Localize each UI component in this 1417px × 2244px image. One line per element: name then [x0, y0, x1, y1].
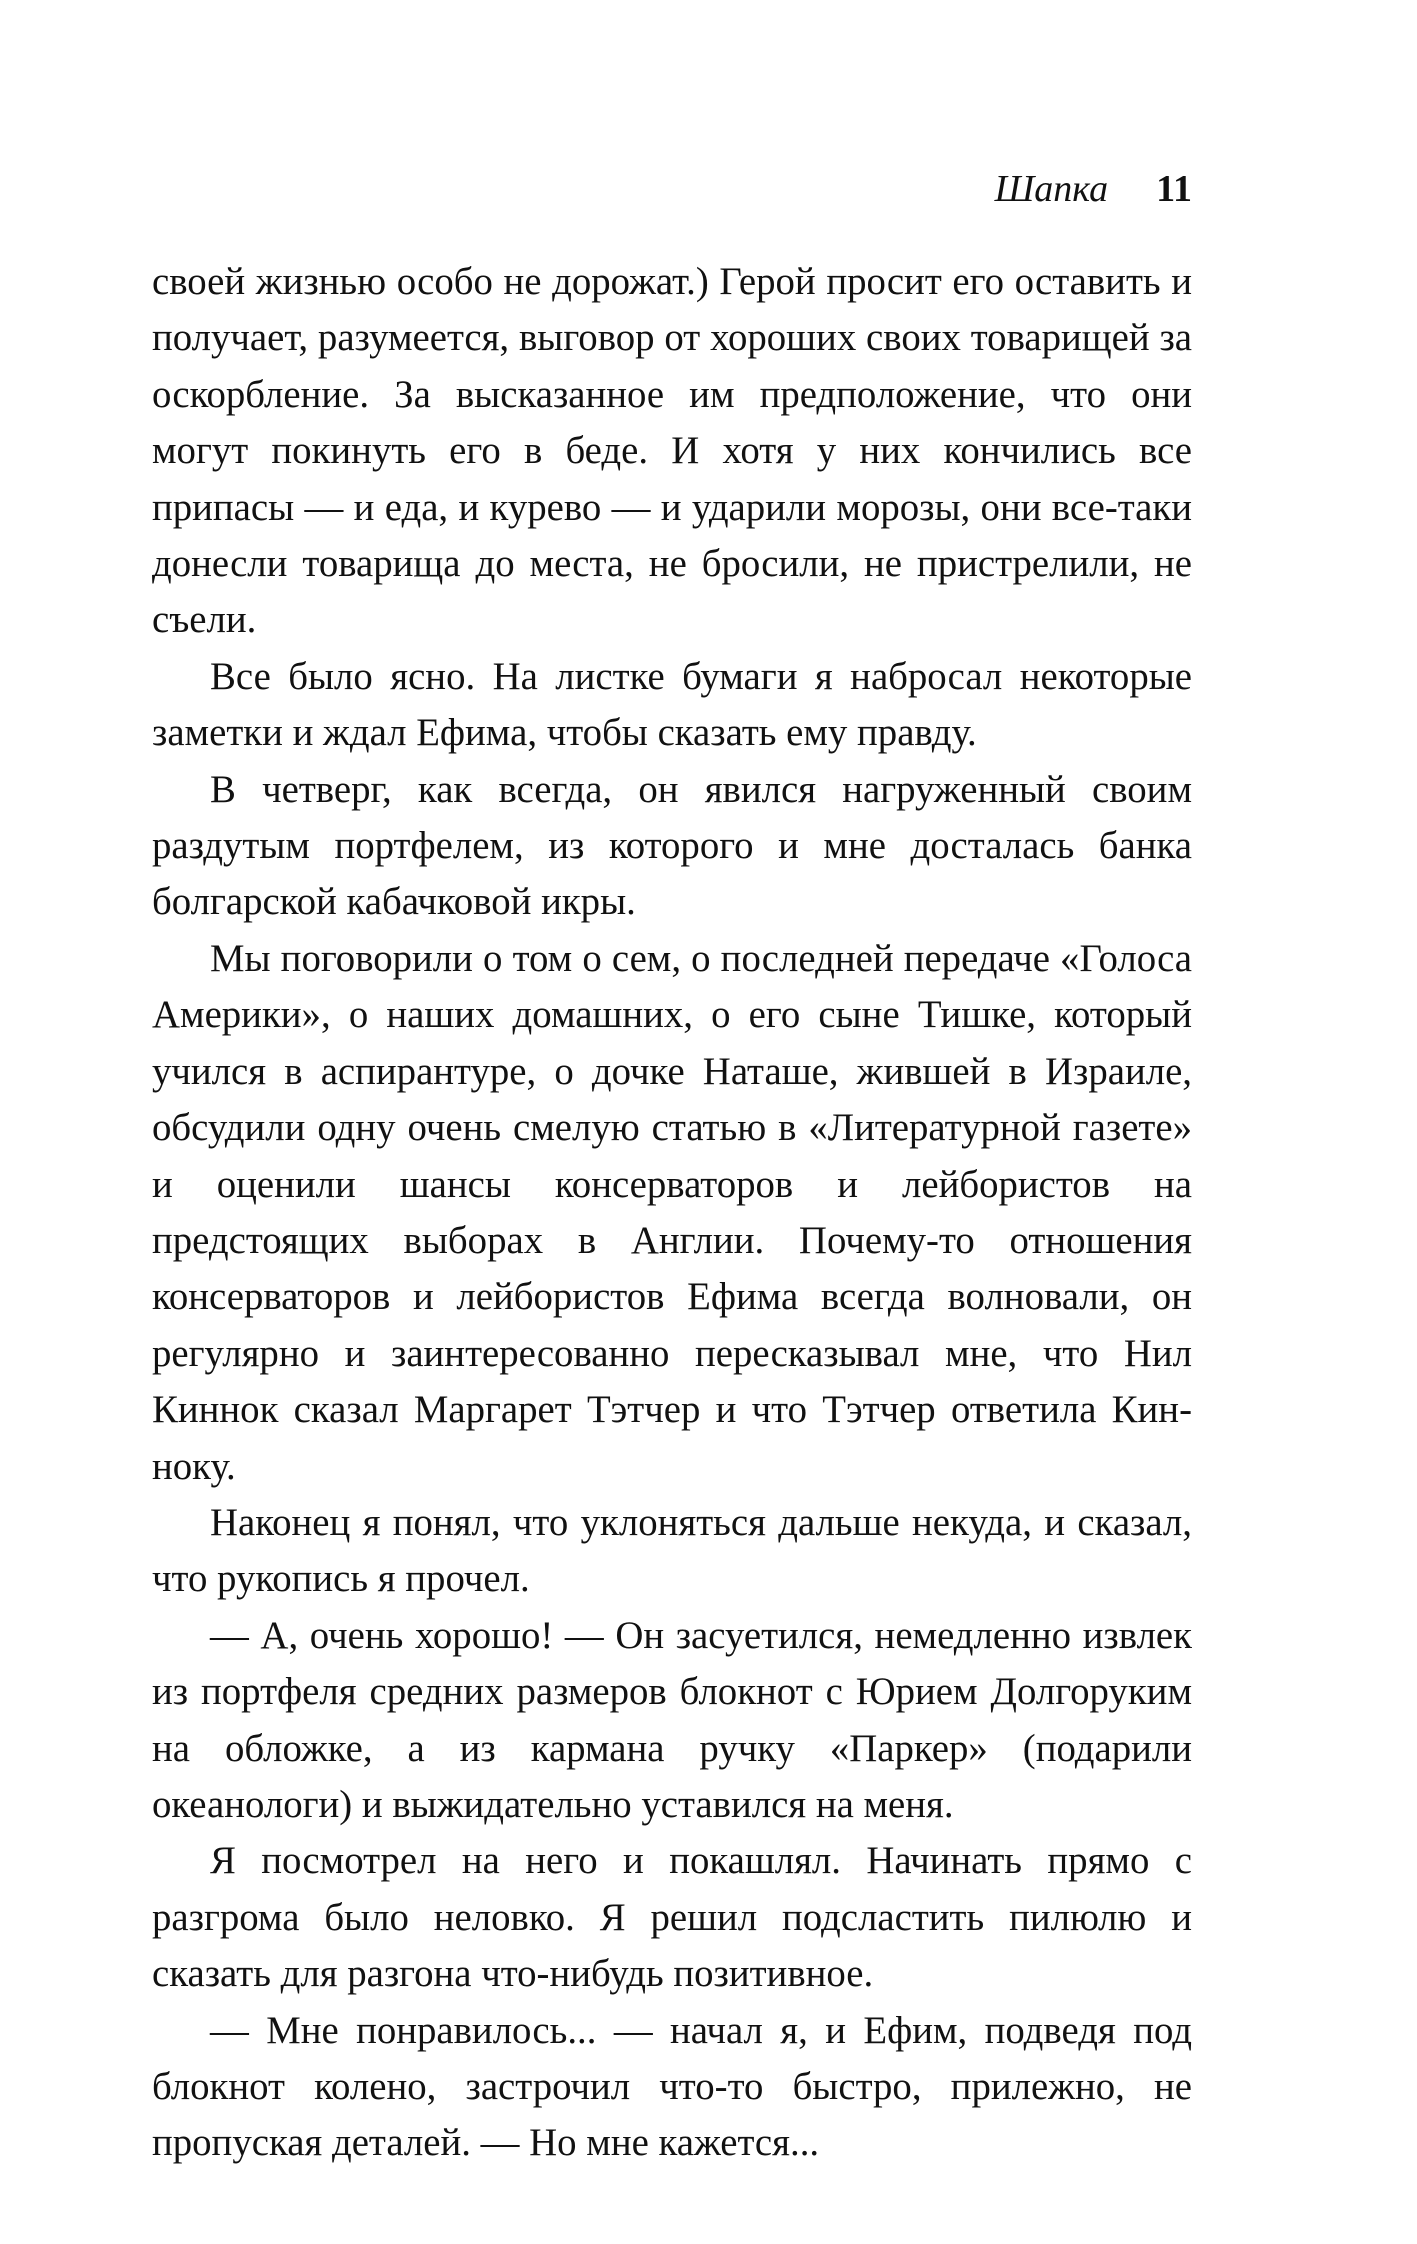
paragraph-3: В четверг, как всегда, он явился нагруженный своим раздутым портфелем, из которого и мне досталась банка болгарской кабачковой икры. [152, 767, 1192, 924]
paragraph-5: Наконец я понял, что уклоняться дальше некуда, и сказал, что рукопись я прочел. [152, 1500, 1192, 1601]
text-body [152, 254, 1192, 2170]
running-title: Шапка [994, 168, 1109, 210]
book-page [152, 160, 1192, 2170]
paragraph-8: — Мне понравилось... — начал я, и Ефим, подведя под блокнот колено, застрочил что-то быстро, прилежно, не пропуская деталей. — Но мне кажется... [152, 2008, 1192, 2165]
paragraph-2: Все было ясно. На листке бумаги я набросал некоторые заметки и ждал Ефима, чтобы сказать ему правду. [152, 654, 1192, 755]
page-number: 11 [1156, 168, 1192, 210]
paragraph-1: своей жизнью особо не дорожат.) Герой просит его оставить и получает, разумеется, выговор от хороших своих товарищей за оскорбление. За высказанное им предположение, что они могут покинуть его в беде. И хотя у них кончились все припасы — и еда, и курево — и ударили морозы, они все-таки донесли товарища до места, не бросили, не пристрелили, не съели. [152, 260, 1192, 642]
paragraph-7: Я посмотрел на него и покашлял. Начинать прямо с разгрома было неловко. Я решил подсластить пилюлю и сказать для разгона что-нибудь позитивное. [152, 1839, 1192, 1996]
paragraph-4: Мы поговорили о том о сем, о последней передаче «Голоса Америки», о наших домашних, о его сыне Тишке, который учился в аспирантуре, о дочке Наташе, жившей в Израиле, обсудили одну очень смелую статью в «Литературной газете» и оценили шансы консерваторов и лейбористов на предстоящих выборах в Англии. Почему-то отношения консерваторов и лейбористов Ефима всегда волновали, он регулярно и заинтересованно пересказывал мне, что Нил Киннок сказал Маргарет Тэтчер и что Тэтчер ответила Кинноку. [152, 936, 1192, 1488]
paragraph-6: — А, очень хорошо! — Он засуетился, немедленно извлек из портфеля средних размеров блокнот с Юрием Долгоруким на обложке, а из кармана ручку «Паркер» (подарили океанологи) и выжидательно уставился на меня. [152, 1613, 1192, 1826]
running-header [152, 160, 1192, 218]
